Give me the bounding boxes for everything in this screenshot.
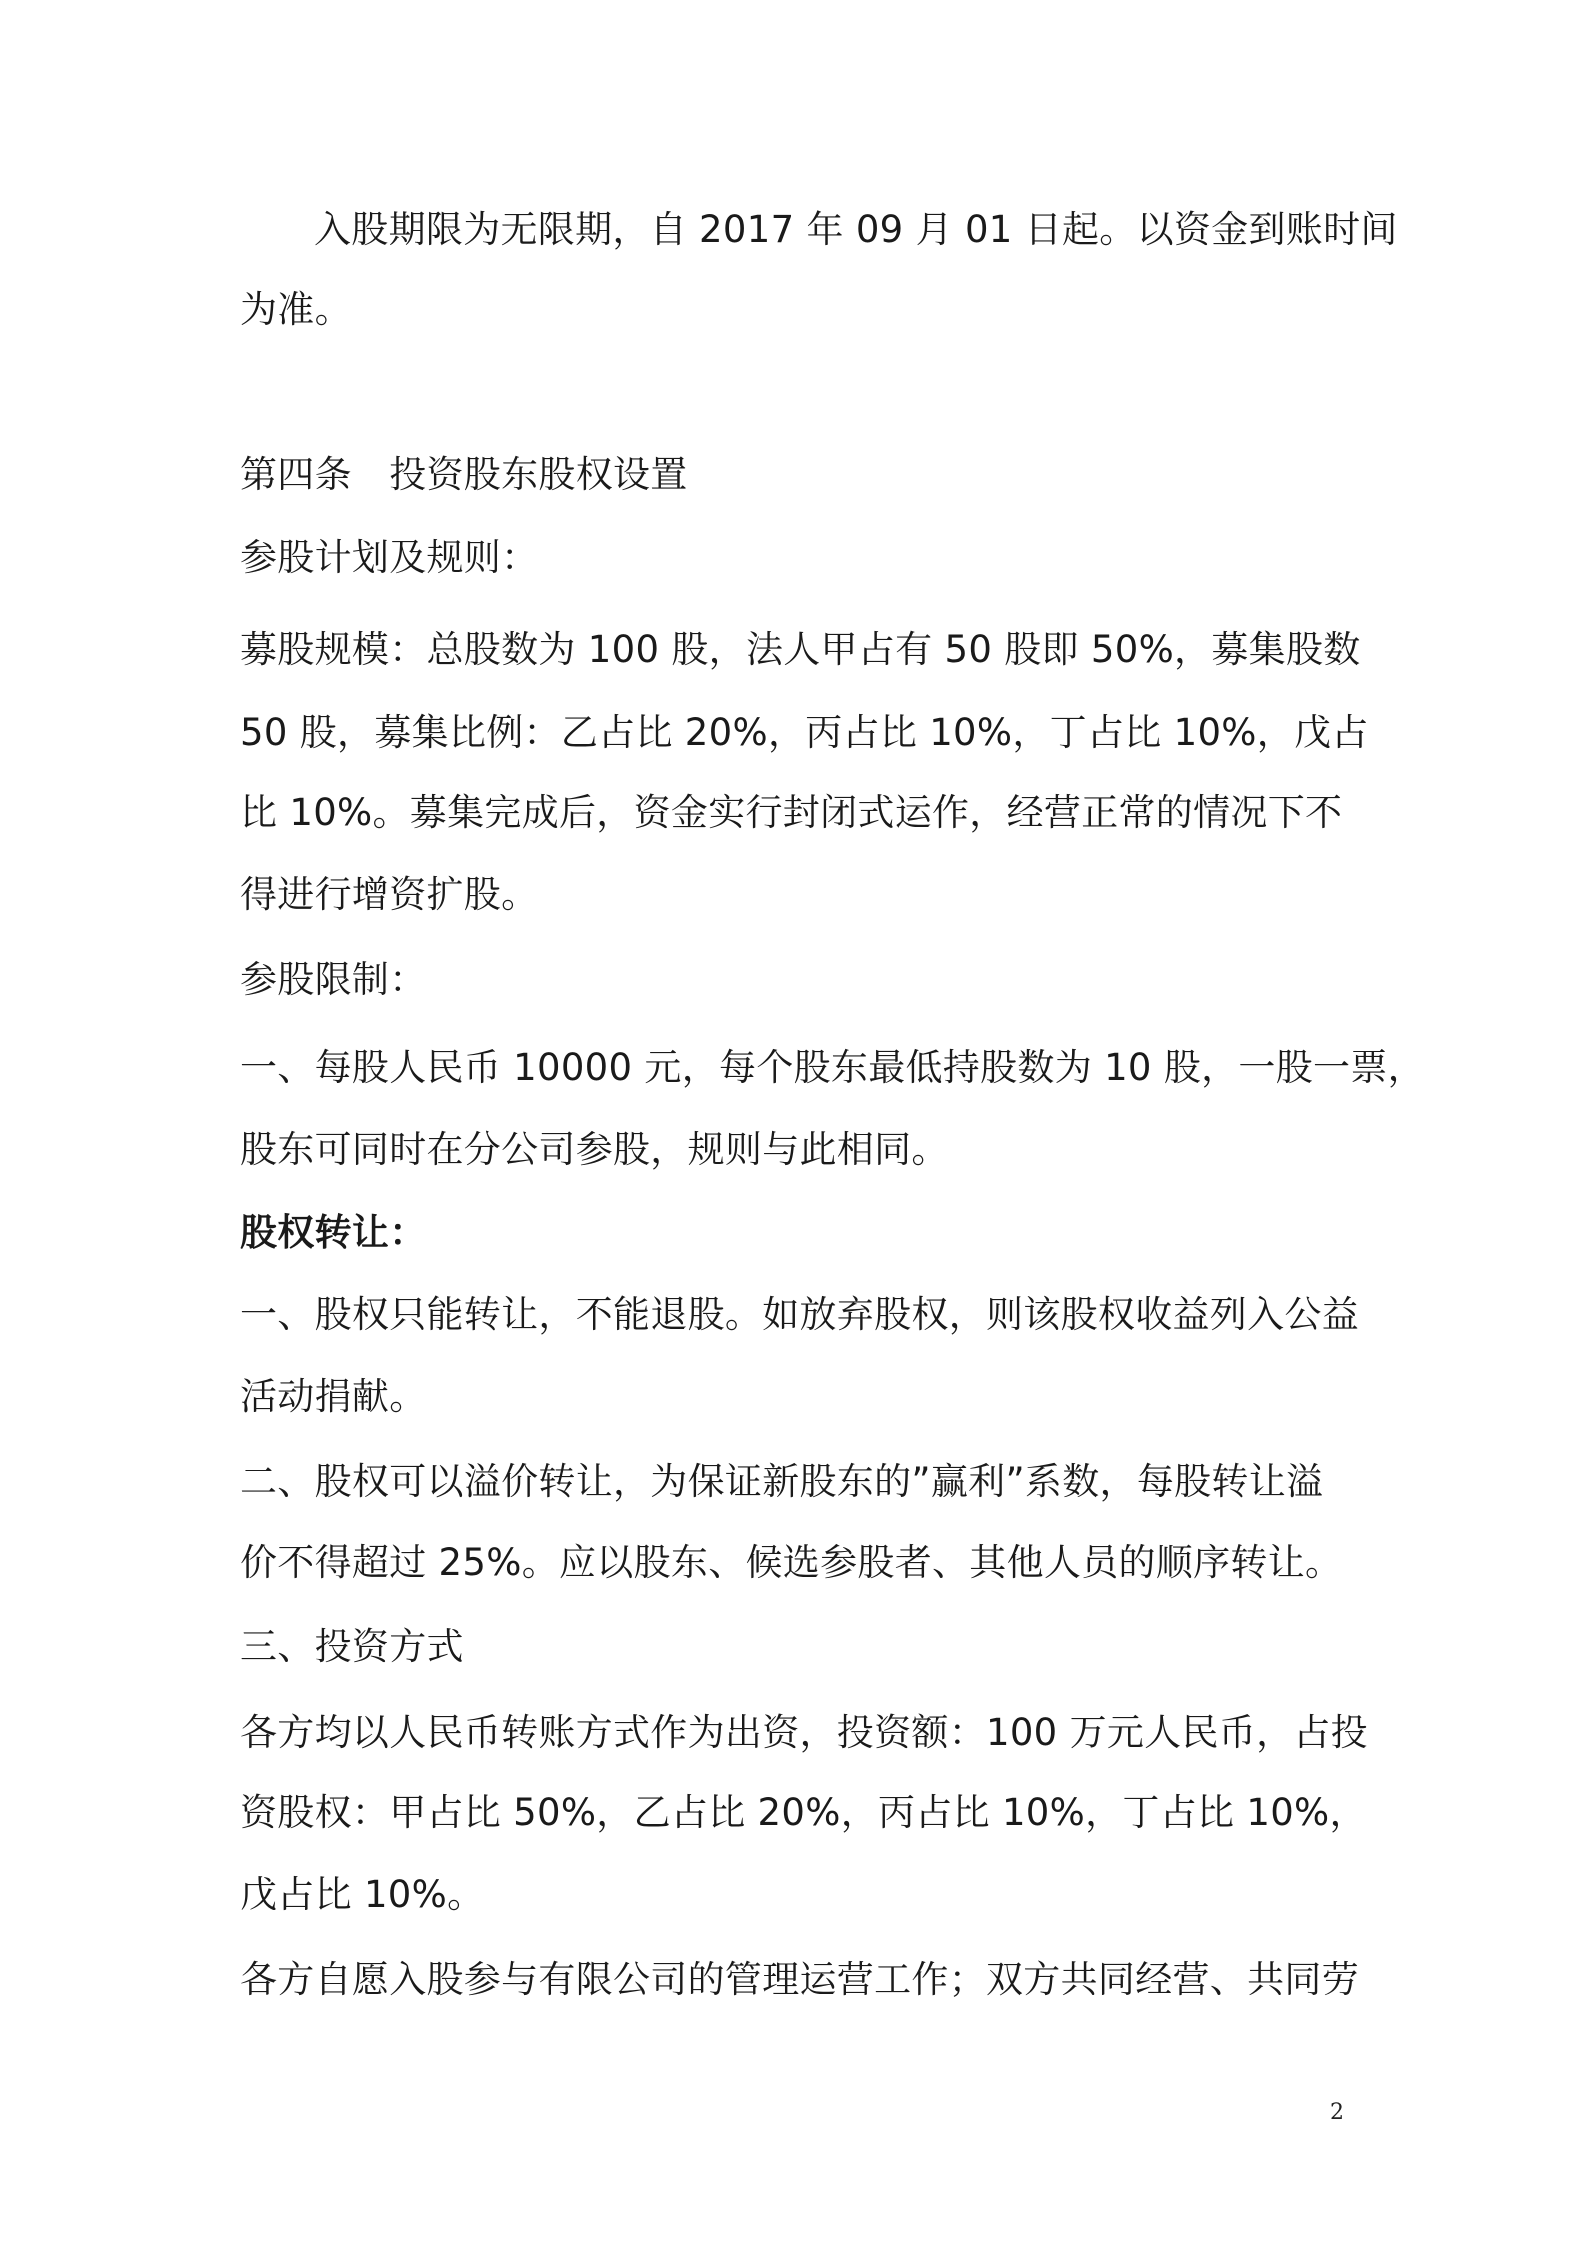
section-heading-article-4: 第四条 投资股东股权设置 <box>240 453 688 496</box>
subheading-share-limits: 参股限制： <box>240 958 427 1001</box>
paragraph-line-investment-3: 戊占比 10%。 <box>240 1873 485 1916</box>
paragraph-line-limits-2: 股东可同时在分公司参股，规则与此相同。 <box>240 1128 949 1171</box>
paragraph-line-limits-1: 一、每股人民币 10000 元，每个股东最低持股数为 10 股，一股一票， <box>240 1046 1425 1089</box>
paragraph-line-scale-2: 50 股，募集比例：乙占比 20%，丙占比 10%，丁占比 10%，戊占 <box>240 711 1369 754</box>
paragraph-line-term-end: 为准。 <box>240 288 352 331</box>
paragraph-line-scale-4: 得进行增资扩股。 <box>240 873 539 916</box>
paragraph-line-transfer-3: 二、股权可以溢价转让，为保证新股东的”赢利”系数，每股转让溢 <box>240 1460 1324 1503</box>
paragraph-line-term-start: 入股期限为无限期，自 2017 年 09 月 01 日起。以资金到账时间 <box>314 208 1398 251</box>
paragraph-line-transfer-2: 活动捐献。 <box>240 1375 427 1418</box>
paragraph-line-scale-1: 募股规模：总股数为 100 股，法人甲占有 50 股即 50%，募集股数 <box>240 628 1361 671</box>
paragraph-line-investment-1: 各方均以人民币转账方式作为出资，投资额：100 万元人民币，占投 <box>240 1711 1368 1754</box>
subheading-share-transfer: 股权转让： <box>240 1211 427 1254</box>
page-number: 2 <box>1330 2100 1344 2125</box>
paragraph-line-scale-3: 比 10%。募集完成后，资金实行封闭式运作，经营正常的情况下不 <box>240 791 1343 834</box>
paragraph-line-management-1: 各方自愿入股参与有限公司的管理运营工作；双方共同经营、共同劳 <box>240 1958 1359 2001</box>
paragraph-line-transfer-1: 一、股权只能转让，不能退股。如放弃股权，则该股权收益列入公益 <box>240 1293 1359 1336</box>
subheading-share-plan: 参股计划及规则： <box>240 536 539 579</box>
subheading-investment-method: 三、投资方式 <box>240 1625 464 1668</box>
paragraph-line-investment-2: 资股权：甲占比 50%，乙占比 20%，丙占比 10%，丁占比 10%， <box>240 1791 1367 1834</box>
paragraph-line-transfer-4: 价不得超过 25%。应以股东、候选参股者、其他人员的顺序转让。 <box>240 1541 1343 1584</box>
